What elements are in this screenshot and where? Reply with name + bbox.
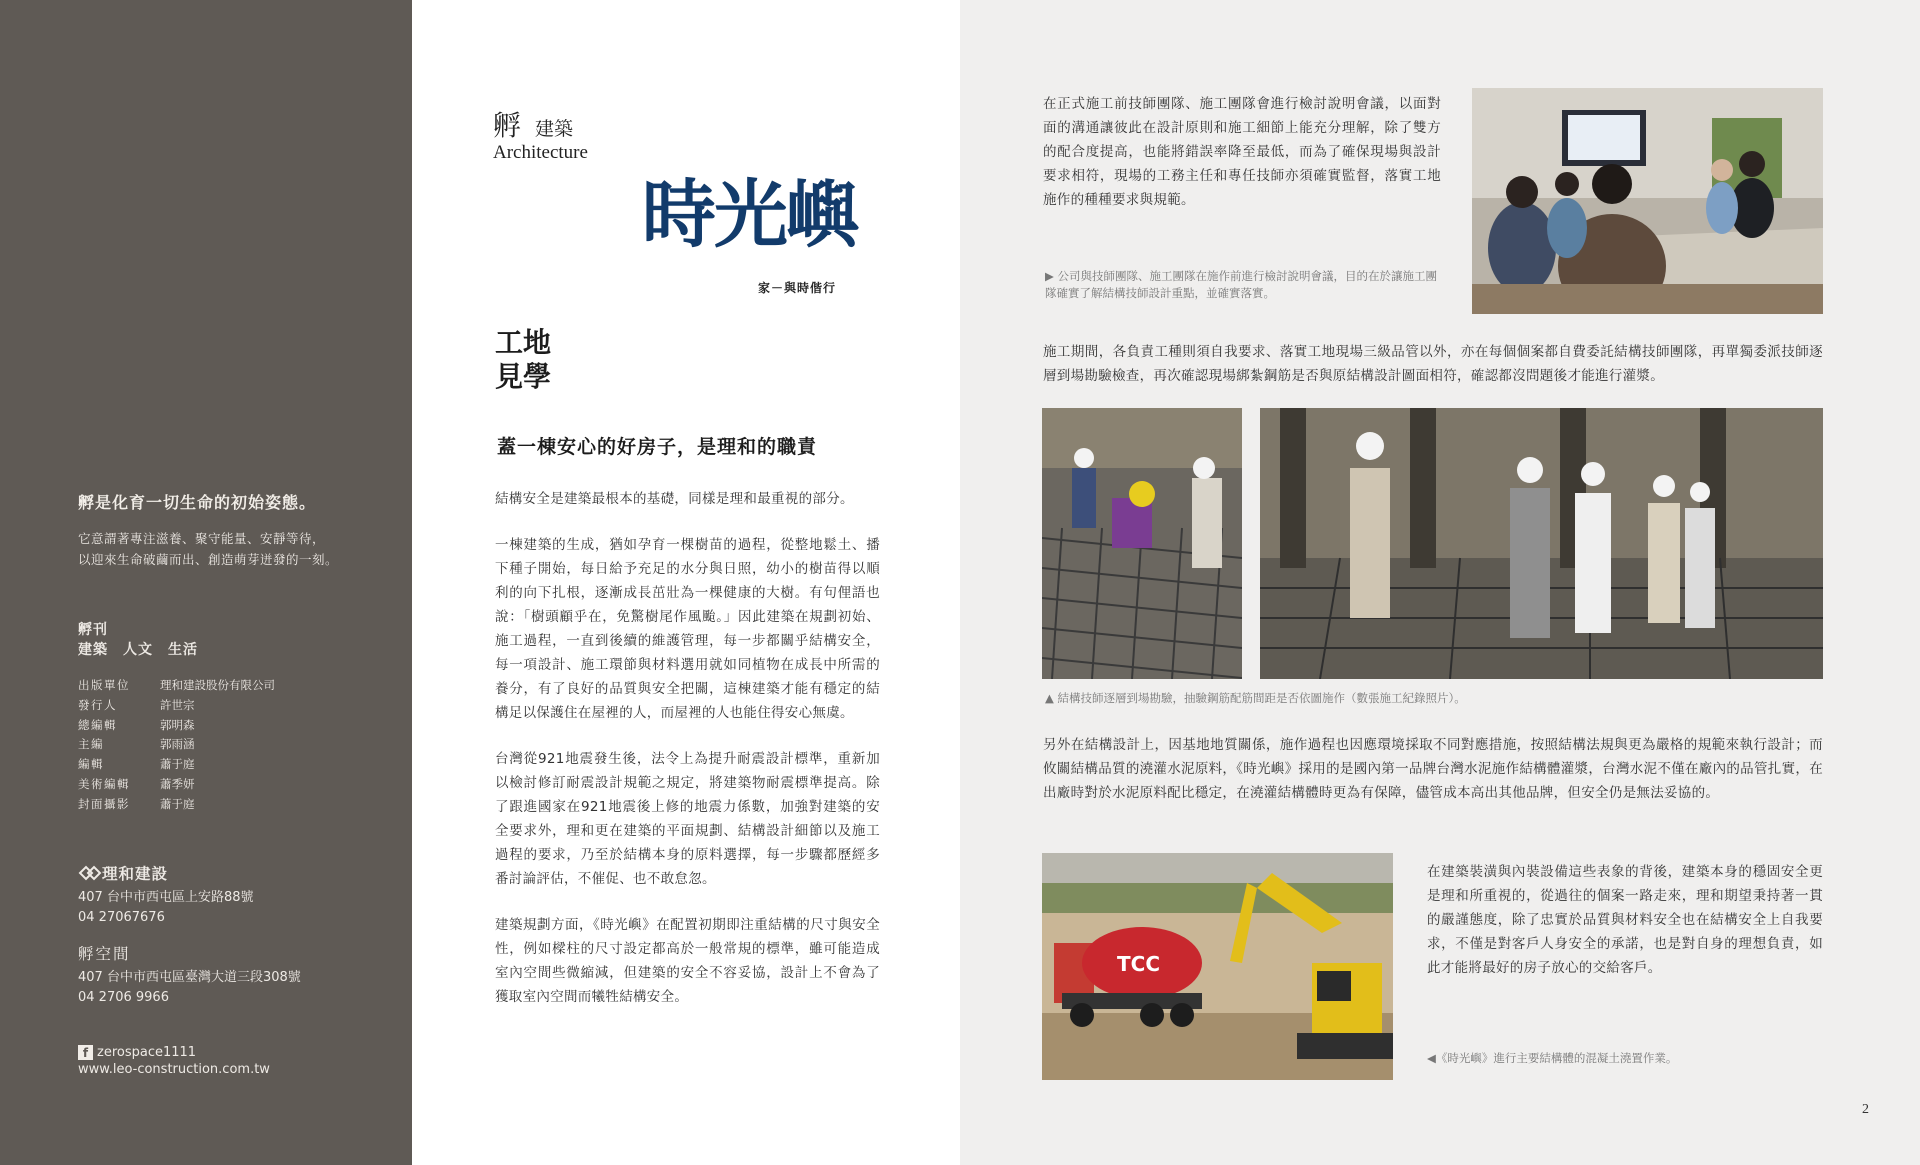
- credit-name: 理和建設股份有限公司: [160, 678, 275, 692]
- caption-meeting: ▶ 公司與技師團隊、施工團隊在施作前進行檢討說明會議，目的在於讓施工團隊確實了解結構技師設計重點，並確實落實。: [1045, 269, 1437, 300]
- section-title-line: 工地: [495, 326, 552, 359]
- credit-name: 郭雨涵: [160, 737, 195, 752]
- credit-row: [78, 795, 275, 815]
- right-paragraph-4: 在建築裝潢與內裝設備這些表象的背後，建築本身的穩固安全更是理和所重視的，從過往的個案一路走來，理和期望秉持著一貫的嚴謹態度，除了忠實於品質與材料安全也在結構安全上自我要求，不僅是對客戶人身安全的承諾，也是對自身的理想負責，如此才能將最好的房子放心的交給客戶。: [1427, 864, 1823, 976]
- article-headline: 蓋一棟安心的好房子，是理和的職責: [497, 436, 818, 458]
- space-address: 407 台中市西屯區臺灣大道三段308號: [78, 970, 301, 985]
- article-paragraph: 建築規劃方面，《時光嶼》在配置初期即注重結構的尺寸與安全性，例如樑柱的尺寸設定都高於一般常規的標準，雖可能造成室內空間些微縮減，但建築的安全不容妥協，設計上不會為了獲取室內空間而犧牲結構安全。: [495, 917, 880, 1005]
- credit-role: 出版單位: [78, 678, 130, 692]
- truck-logo-text: TCC: [1117, 952, 1160, 976]
- article-paragraph: 台灣從921地震發生後，法令上為提升耐震設計標準，重新加以檢討修訂耐震設計規範之規定，將建築物耐震標準提高。除了跟進國家在921地震後上修的地震力係數，加強對建築的安全要求外，理和更在建築的平面規劃、結構設計細節以及施工過程的要求，乃至於結構本身的原料選擇，每一步驟都歷經多番討論評估，不催促、也不敢怠忽。: [495, 751, 880, 887]
- credit-name: 許世宗: [160, 697, 195, 712]
- credit-row: [78, 676, 275, 696]
- credit-role: 美術編輯: [78, 776, 130, 791]
- credit-row: [78, 755, 275, 775]
- sidebar-line: 以迎來生命破繭而出、創造萌芽迸發的一刻。: [78, 552, 339, 567]
- credit-row: [78, 696, 275, 716]
- brand-character: 孵: [493, 109, 522, 142]
- brand-english: Architecture: [493, 142, 588, 163]
- space-phone: 04 2706 9966: [78, 990, 169, 1005]
- website-link[interactable]: www.leo-construction.com.tw: [78, 1062, 270, 1077]
- space-block: [78, 942, 301, 1008]
- sidebar-line: 它意謂著專注滋養、聚守能量、安靜等待，: [78, 531, 326, 546]
- right-page: [960, 0, 1920, 1165]
- credit-role: 總編輯: [78, 717, 117, 732]
- credit-row: [78, 775, 275, 795]
- sidebar-description: [78, 528, 338, 570]
- project-tagline: 家－與時偕行: [758, 281, 837, 295]
- caption-concrete: ◀《時光嶼》進行主要結構體的混凝土澆置作業。: [1427, 1051, 1678, 1065]
- facebook-icon: f: [78, 1045, 93, 1060]
- social-block: [78, 1044, 270, 1078]
- company-contact: [78, 888, 254, 928]
- right-paragraph-2: 施工期間，各負責工種則須自我要求、落實工地現場三級品管以外，亦在每個個案都自費委託結構技師團隊，再單獨委派技師逐層到場勘驗檢查，再次確認現場綁紮鋼筋是否與原結構設計圖面相符，確認都沒問題後才能進行灌漿。: [1043, 344, 1823, 384]
- credit-role: 主編: [78, 737, 104, 752]
- space-name: 孵空間: [78, 945, 131, 963]
- section-brand: [493, 104, 588, 164]
- facebook-row[interactable]: [78, 1044, 270, 1061]
- company-block: [78, 862, 254, 928]
- meeting-photo: [1472, 88, 1823, 314]
- diamond-logo-icon: [78, 865, 102, 881]
- article-paragraph: 結構安全是建築最根本的基礎，同樣是理和最重視的部分。: [495, 491, 854, 507]
- credit-name: 郭明森: [160, 717, 195, 732]
- magazine-info: [78, 620, 198, 660]
- credit-role: 封面攝影: [78, 796, 130, 811]
- facebook-handle[interactable]: zerospace1111: [97, 1045, 197, 1060]
- credits-list: [78, 676, 275, 815]
- article-body: [495, 487, 880, 1031]
- space-contact: [78, 968, 301, 1008]
- brand-subtitle: 建築: [535, 118, 574, 140]
- rebar-inspection-photo-1: [1042, 408, 1242, 679]
- concrete-pour-photo: [1042, 853, 1393, 1080]
- company-address: 407 台中市西屯區上安路88號: [78, 890, 254, 905]
- credit-name: 蕭季妍: [160, 776, 195, 791]
- magazine-name: 孵刊: [78, 622, 108, 638]
- credit-name: 蕭于庭: [160, 796, 195, 811]
- credit-role: 發行人: [78, 697, 117, 712]
- article-paragraph: 一棟建築的生成，猶如孕育一棵樹苗的過程，從整地鬆土、播下種子開始，每日給予充足的水分與日照，幼小的樹苗得以順利的向下扎根，逐漸成長茁壯為一棵健康的大樹。有句俚語也說：「樹頭顧乎在，免驚樹尾作風颱。」因此建築在規劃初始、施工過程，一直到後續的維護管理，每一步都關乎結構安全，每一項設計、施工環節與材料選用就如同植物在成長中所需的養分，有了良好的品質與安全把關，這棟建築才能有穩定的結構足以保護住在屋裡的人，而屋裡的人也能住得安心無虞。: [495, 537, 880, 721]
- project-logo: 時光嶼: [642, 172, 858, 258]
- company-name-row: [78, 862, 254, 884]
- credit-row: [78, 716, 275, 736]
- credit-role: 編輯: [78, 757, 104, 772]
- rebar-inspection-photo-2: [1260, 408, 1823, 679]
- caption-inspection: ▲ 結構技師逐層到場勘驗，抽驗鋼筋配筋間距是否依圖施作（數張施工紀錄照片）。: [1045, 691, 1466, 705]
- right-paragraph-1: 在正式施工前技師團隊、施工團隊會進行檢討說明會議，以面對面的溝通讓彼此在設計原則和施工細節上能充分理解，除了雙方的配合度提高，也能將錯誤率降至最低，而為了確保現場與設計要求相符，現場的工務主任和專任技師亦須確實監督，落實工地施作的種種要求與規範。: [1043, 96, 1441, 208]
- company-name: 理和建設: [102, 865, 169, 883]
- company-phone: 04 27067676: [78, 910, 165, 925]
- magazine-categories: 建築 人文 生活: [78, 642, 198, 658]
- section-title: [495, 326, 551, 394]
- credit-row: [78, 735, 275, 755]
- section-title-line: 見學: [495, 360, 552, 393]
- sidebar-tagline: 孵是化育一切生命的初始姿態。: [78, 493, 317, 512]
- brand-row: [493, 104, 588, 144]
- credit-name: 蕭于庭: [160, 757, 195, 772]
- page-number: 2: [1862, 1102, 1869, 1117]
- right-paragraph-3: 另外在結構設計上，因基地地質關係，施作過程也因應環境採取不同對應措施，按照結構法規與更為嚴格的規範來執行設計；而攸關結構品質的澆灌水泥原料，《時光嶼》採用的是國內第一品牌台灣水泥施作結構體灌漿，台灣水泥不僅在廠內的品管扎實，在出廠時對於水泥原料配比穩定，在澆灌結構體時更為有保障，儘管成本高出其他品牌，但安全仍是無法妥協的。: [1043, 737, 1823, 801]
- article-column: [412, 0, 960, 1165]
- sidebar: [0, 0, 412, 1165]
